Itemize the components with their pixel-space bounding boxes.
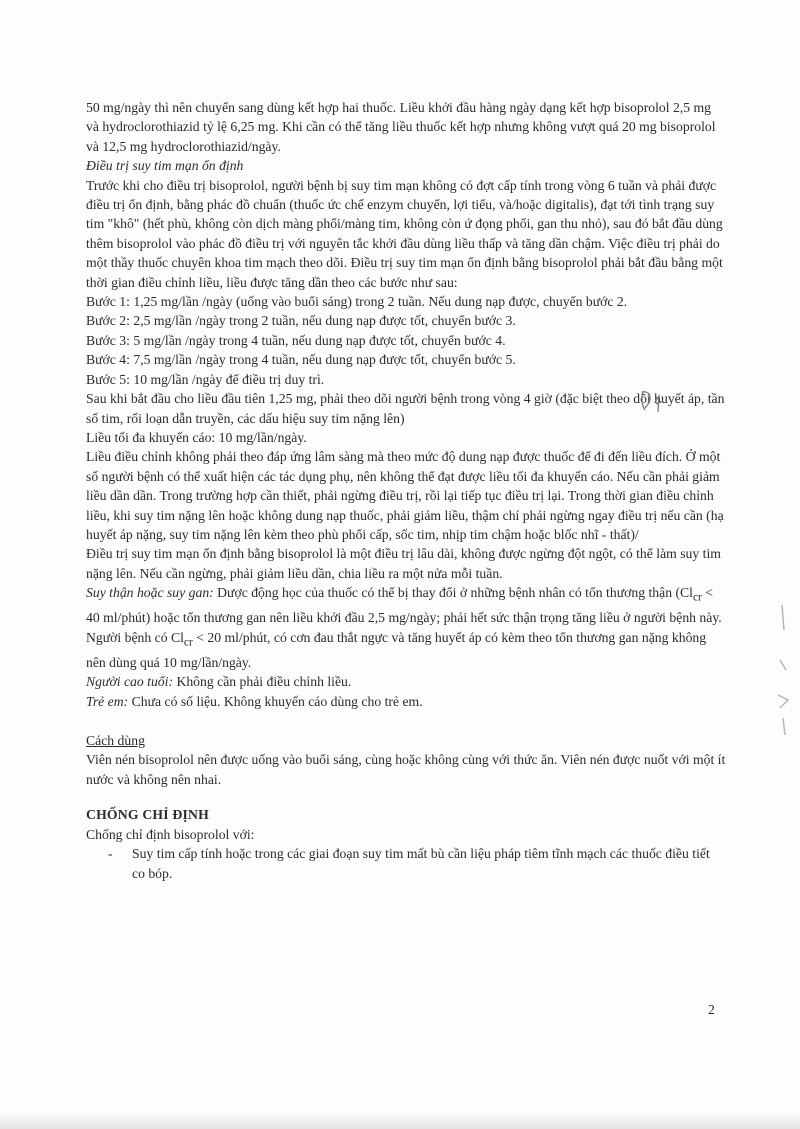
children-label: Trẻ em: bbox=[86, 693, 129, 709]
paragraph-children bbox=[86, 692, 726, 711]
elderly-label: Người cao tuổi: bbox=[86, 674, 174, 690]
spacer bbox=[86, 789, 726, 805]
page-number: 2 bbox=[708, 1002, 715, 1017]
paragraph-max-dose: Liều tối đa khuyến cáo: 10 mg/lần/ngày. bbox=[86, 429, 307, 445]
paragraph-adjustment: Liều điều chỉnh không phải theo đáp ứng lâm sàng mà theo mức độ dung nạp được thuốc để đi đến liều đích. Ở một số người bệnh có thể xuất hiện các tác dụng phụ, nên không thể đạt được liều tối đa khuyến cáo. Nếu cần phải giảm liều dần dần. Trong trường hợp cần thiết, phải ngừng điều trị, rồi lại tiếp tục điều trị lại. Trong thời gian điều chỉnh liều, khi suy tim nặng lên hoặc không dung nạp thuốc, phải giảm liều, thậm chí phải ngừng ngay điều trị nếu cần (hạ huyết áp nặng, suy tim nặng lên kèm theo phù phổi cấp, sốc tim, nhịp tim chậm hoặc blốc nhĩ - thất)/ bbox=[86, 449, 724, 542]
paragraph-long-term: Điều trị suy tim mạn ổn định bằng bisoprolol là một điều trị lâu dài, không được ngừng đột ngột, có thể làm suy tim nặng lên. Nếu cần ngừng, phải giảm liều dần, chia liều ra một nửa mỗi tuần. bbox=[86, 546, 721, 581]
paragraph-monitoring: Sau khi bắt đầu cho liều đầu tiên 1,25 mg, phải theo dõi người bệnh trong vòng 4 giờ (đặc biệt theo dõi huyết áp, tần số tim, rối loạn dẫn truyền, các dấu hiệu suy tim nặng lên) bbox=[86, 391, 725, 426]
step-3: Bước 3: 5 mg/lần /ngày trong 4 tuần, nếu dung nạp được tốt, chuyển bước 4. bbox=[86, 332, 506, 348]
paragraph-elderly bbox=[86, 672, 726, 691]
paragraph-combination-dose: 50 mg/ngày thì nên chuyển sang dùng kết hợp hai thuốc. Liều khởi đầu hàng ngày dạng kết hợp bisoprolol 2,5 mg và hydroclorothiazid tỷ lệ 6,25 mg. Khi cần có thể tăng liều thuốc kết hợp nhưng không vượt quá 20 mg bisoprolol và 12,5 mg hydroclorothiazid/ngày. bbox=[86, 100, 716, 154]
renal-label: Suy thận hoặc suy gan: bbox=[86, 585, 214, 601]
paragraph-administration: Viên nén bisoprolol nên được uống vào buổi sáng, cùng hoặc không cùng với thức ăn. Viên nén được nuốt với một ít nước và không nên nhai. bbox=[86, 752, 726, 787]
paragraph-renal-hepatic bbox=[86, 583, 726, 672]
renal-sub-2: cr bbox=[183, 636, 193, 649]
step-4: Bước 4: 7,5 mg/lần /ngày trong 4 tuần, nếu dung nạp được tốt, chuyển bước 5. bbox=[86, 352, 516, 368]
dash-bullet: - bbox=[108, 846, 113, 862]
contraindication-text: Suy tim cấp tính hoặc trong các giai đoạn suy tim mất bù cần liệu pháp tiêm tĩnh mạch các thuốc điều tiết co bóp. bbox=[132, 846, 710, 881]
contraindications-intro: Chống chỉ định bisoprolol với: bbox=[86, 826, 255, 842]
renal-sub-1: cr bbox=[692, 591, 702, 604]
elderly-text: Không cần phải điều chỉnh liều. bbox=[173, 674, 352, 690]
handwritten-initial-mark bbox=[639, 388, 671, 414]
heading-contraindications: CHỐNG CHỈ ĐỊNH bbox=[86, 807, 209, 823]
contraindication-item bbox=[86, 844, 726, 883]
document-page bbox=[86, 98, 726, 883]
renal-text-b: < 40 ml/phút) hoặc tổn thương gan nên liều khởi đầu 2,5 mg/ngày; phải hết sức thận trọng tăng liều ở người bệnh này. Người bệnh có Cl bbox=[86, 585, 722, 645]
renal-text-a: Dược động học của thuốc có thể bị thay đổi ở những bệnh nhân có tổn thương thận (Cl bbox=[213, 585, 693, 601]
heading-administration: Cách dùng bbox=[86, 733, 145, 749]
scan-edge-artifact bbox=[768, 600, 796, 740]
step-2: Bước 2: 2,5 mg/lần /ngày trong 2 tuần, nếu dung nạp được tốt, chuyển bước 3. bbox=[86, 313, 516, 329]
scan-bottom-shadow bbox=[0, 1111, 800, 1129]
step-1: Bước 1: 1,25 mg/lần /ngày (uống vào buổi sáng) trong 2 tuần. Nếu dung nạp được, chuyển bước 2. bbox=[86, 294, 628, 310]
renal-text-c: < 20 ml/phút, có cơn đau thắt ngực và tăng huyết áp có kèm theo tổn thương gan nặng không nên dùng quá 10 mg/lần/ngày. bbox=[86, 629, 707, 670]
paragraph-heart-failure-intro: Trước khi cho điều trị bisoprolol, người bệnh bị suy tim mạn không có đợt cấp tính trong vòng 6 tuần và phải được điều trị ổn định, bằng phác đồ chuẩn (thuốc ức chế enzym chuyển, lợi tiểu, và/hoặc digitalis), đạt tới tình trạng suy tim "khô" (hết phù, không còn dịch màng phổi/màng tim, không còn ứ đọng phổi, gan thu nhỏ), sau đó bắt đầu dùng thêm bisoprolol vào phác đồ điều trị với nguyên tắc khởi đầu dùng liều thấp và tăng dần chậm. Việc điều trị phải do một thầy thuốc chuyên khoa tim mạch theo dõi. Điều trị suy tim mạn ổn định bằng bisoprolol phải bắt đầu bằng một thời gian điều chỉnh liều, liều được tăng dần theo các bước như sau: bbox=[86, 177, 723, 290]
spacer bbox=[86, 711, 726, 731]
heading-heart-failure: Điều trị suy tim mạn ổn định bbox=[86, 158, 244, 174]
step-5: Bước 5: 10 mg/lần /ngày để điều trị duy trì. bbox=[86, 371, 325, 387]
children-text: Chưa có số liệu. Không khuyến cáo dùng cho trẻ em. bbox=[128, 693, 423, 709]
